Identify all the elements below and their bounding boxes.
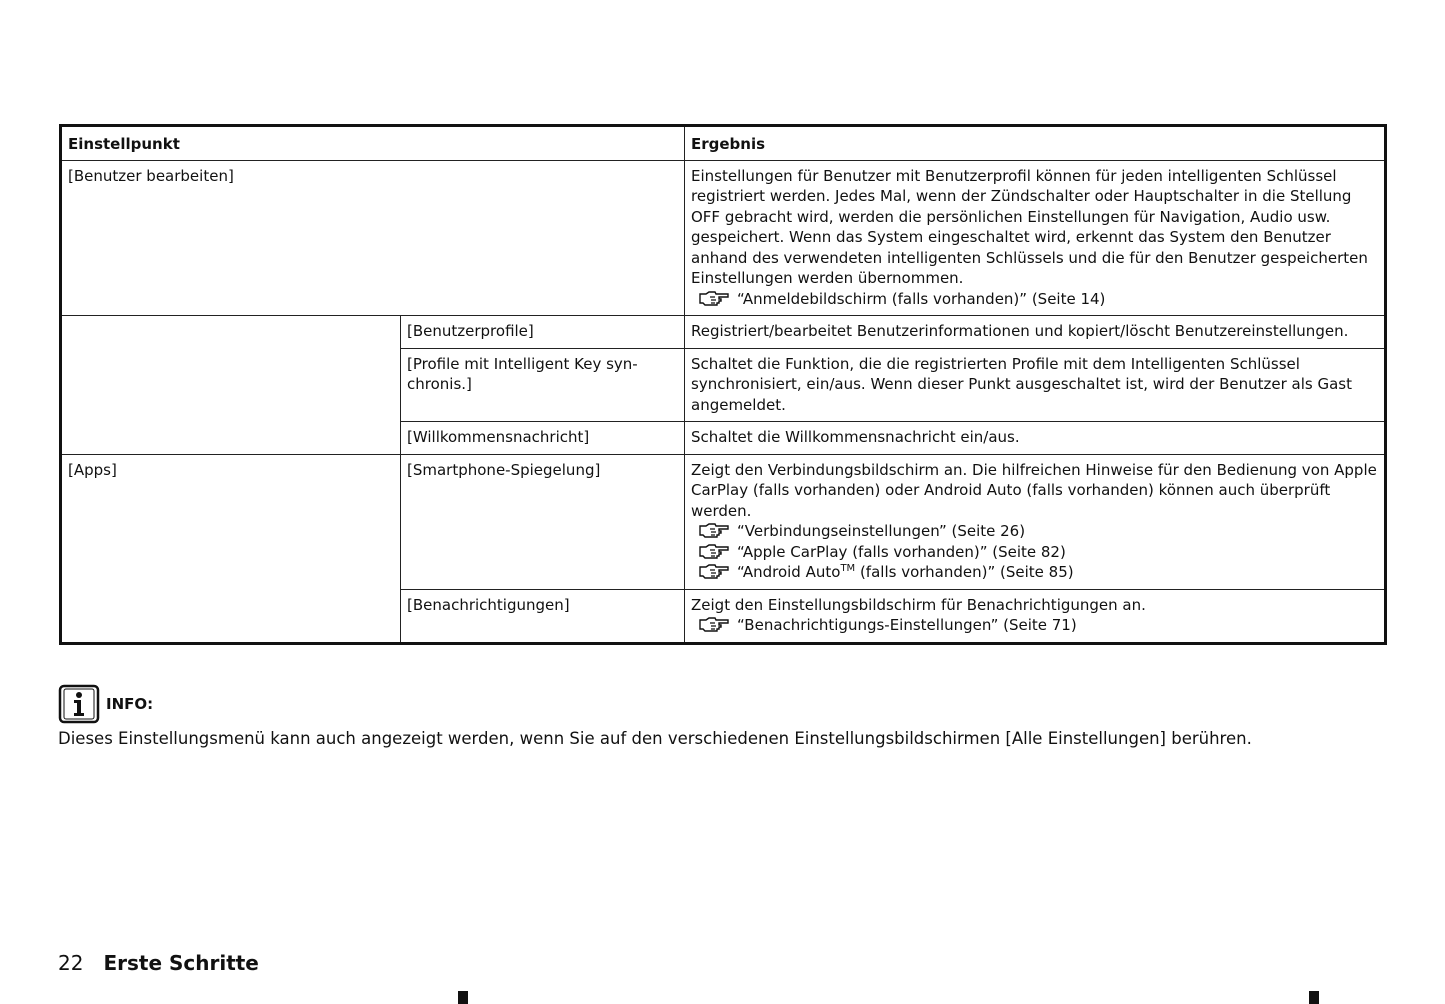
item-cell xyxy=(61,454,401,643)
subitem-cell xyxy=(401,454,685,589)
reference-text: “Anmeldebildschirm (falls vorhanden)” (Seite 14) xyxy=(737,289,1106,308)
item-cell-continued xyxy=(61,316,401,455)
table-row xyxy=(61,316,1386,349)
pointing-hand-icon xyxy=(699,523,731,539)
subitem-label: [Benachrichtigungen] xyxy=(407,595,570,614)
section-title: Erste Schritte xyxy=(103,951,259,975)
item-label: [Apps] xyxy=(68,460,117,479)
item-label: [Benutzer bearbeiten] xyxy=(68,166,234,185)
header-einstellpunkt: Einstellpunkt xyxy=(61,126,685,161)
info-text: Dieses Einstellungsmenü kann auch angezeigt werden, wenn Sie auf den verschiedenen Einstellungsbildschirmen [Alle Einstellungen] berühren. xyxy=(58,729,1252,748)
table-header-row xyxy=(61,126,1386,161)
crop-marker xyxy=(1309,991,1319,1004)
pointing-hand-icon xyxy=(699,564,731,580)
page-reference xyxy=(691,521,1378,542)
result-text: Einstellungen für Benutzer mit Benutzerprofil können für jeden intelligenten Schlüssel registriert werden. Jedes Mal, wenn der Zündschalter oder Hauptschalter in die Stellung OFF gebracht wird, werden die persönlichen Einstellungen für Navigation, Audio usw. gespeichert. Wenn das System eingeschaltet wird, erkennt das System den Benutzer anhand des verwendeten intelligenten Schlüssels und die für den Benutzer gespeicherten Einstellungen werden übernommen. xyxy=(691,166,1368,287)
subitem-cell xyxy=(401,589,685,643)
trademark-sup: TM xyxy=(840,563,856,574)
result-cell xyxy=(685,589,1386,643)
pointing-hand-icon xyxy=(699,291,731,307)
info-icon xyxy=(58,684,100,724)
page-reference xyxy=(691,562,1378,583)
result-text: Schaltet die Funktion, die die registrierten Profile mit dem Intelligenten Schlüssel synchronisiert, ein/aus. Wenn dieser Punkt ausgeschaltet ist, wird der Benutzer als Gast angemeldet. xyxy=(691,354,1353,414)
page-reference xyxy=(691,289,1378,310)
subitem-cell xyxy=(401,316,685,349)
subitem-label: [Smartphone-Spiegelung] xyxy=(407,460,601,479)
reference-text: “Benachrichtigungs-Einstellungen” (Seite 71) xyxy=(737,616,1077,634)
page-footer xyxy=(58,951,259,975)
result-cell xyxy=(685,422,1386,455)
page-number: 22 xyxy=(58,951,84,975)
result-text: Zeigt den Einstellungsbildschirm für Benachrichtigungen an. xyxy=(691,595,1146,614)
pointing-hand-icon xyxy=(699,617,731,633)
result-cell xyxy=(685,348,1386,422)
result-text: Zeigt den Verbindungsbildschirm an. Die hilfreichen Hinweise für den Bedienung von Apple CarPlay (falls vorhanden) oder Android Auto (falls vorhanden) können auch überprüft werden. xyxy=(691,460,1377,520)
result-cell xyxy=(685,316,1386,349)
subitem-cell xyxy=(401,422,685,455)
pointing-hand-icon xyxy=(699,544,731,560)
reference-text xyxy=(737,562,1074,583)
reference-text: “Apple CarPlay (falls vorhanden)” (Seite 82) xyxy=(737,542,1066,561)
table-row xyxy=(61,160,1386,316)
table-row xyxy=(61,454,1386,589)
item-cell xyxy=(61,160,685,316)
reference-text-tail: (falls vorhanden)” (Seite 85) xyxy=(855,563,1074,581)
result-cell xyxy=(685,454,1386,589)
header-ergebnis: Ergebnis xyxy=(685,126,1386,161)
reference-text-main: “Android Auto xyxy=(737,563,841,581)
reference-text: “Verbindungseinstellungen” (Seite 26) xyxy=(737,522,1026,540)
info-label: INFO: xyxy=(106,695,154,713)
settings-table xyxy=(59,124,1387,645)
subitem-label: [Benutzerprofile] xyxy=(407,322,534,340)
subitem-cell xyxy=(401,348,685,422)
subitem-label: [Willkommensnachricht] xyxy=(407,428,590,446)
info-header xyxy=(58,684,1388,724)
result-text: Registriert/bearbeitet Benutzerinformationen und kopiert/löscht Benutzereinstellungen. xyxy=(691,322,1349,340)
subitem-label: [Profile mit Intelligent Key syn-chronis.] xyxy=(407,354,638,393)
result-cell xyxy=(685,160,1386,316)
page-reference xyxy=(691,542,1378,563)
page-reference xyxy=(691,615,1378,636)
crop-marker xyxy=(458,991,468,1004)
result-text: Schaltet die Willkommensnachricht ein/aus. xyxy=(691,428,1020,446)
info-block xyxy=(58,684,1388,748)
